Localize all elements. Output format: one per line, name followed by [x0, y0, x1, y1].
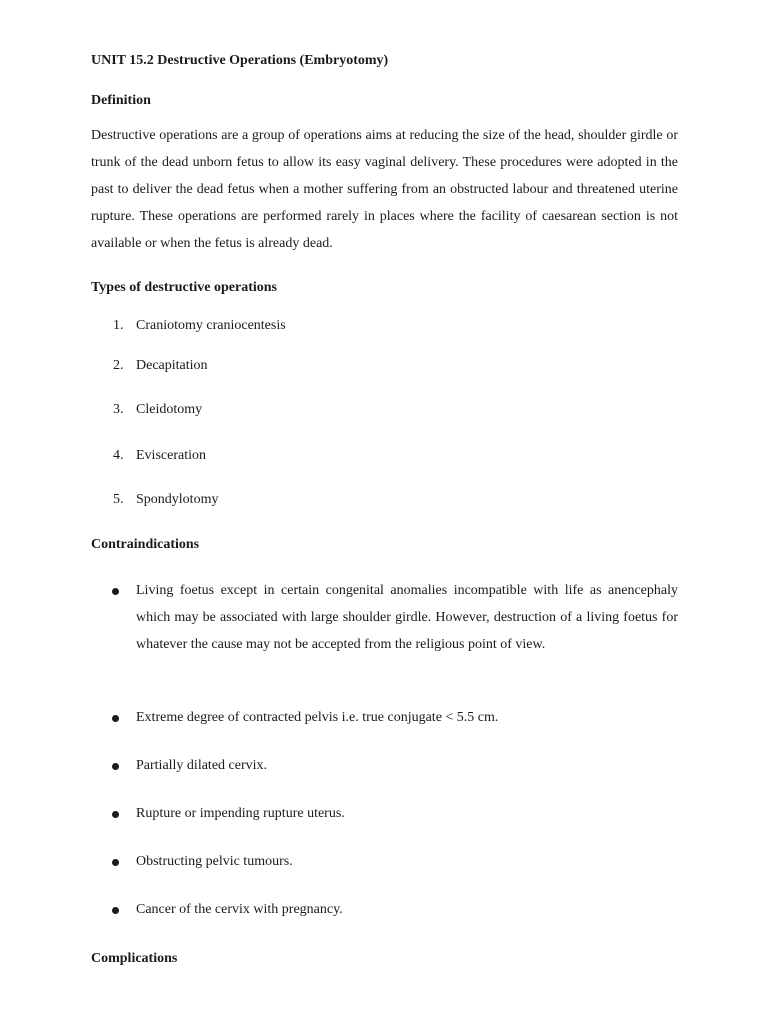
list-number: 2. — [113, 358, 124, 373]
bullet-icon — [112, 715, 119, 722]
list-item-label: Decapitation — [136, 358, 208, 373]
bullet-icon — [112, 588, 119, 595]
bullet-icon — [112, 763, 119, 770]
definition-paragraph: Destructive operations are a group of operations aims at reducing the size of the head, shoulder girdle or trunk of the dead unborn fetus to allow its easy vaginal delivery. These procedures were adopted in the past to deliver the dead fetus when a mother suffering from an obstructed labour and threatened uterine rupture. These operations are performed rarely in places where the facility of caesarean section is not available or when the fetus is already dead. — [91, 128, 678, 251]
definition-heading: Definition — [91, 93, 151, 108]
list-item-text: Partially dilated cervix. — [136, 758, 268, 773]
list-item-label: Evisceration — [136, 448, 206, 463]
list-item-label: Spondylotomy — [136, 492, 219, 507]
list-number: 5. — [113, 492, 124, 507]
list-item-text: Extreme degree of contracted pelvis i.e. true conjugate < 5.5 cm. — [136, 710, 499, 725]
list-item-text: Living foetus except in certain congenital anomalies incompatible with life as anencephaly which may be associated with large shoulder girdle. However, destruction of a living foetus for whatever the cause may not be accepted from the religious point of view. — [136, 583, 678, 652]
list-item-text: Rupture or impending rupture uterus. — [136, 806, 345, 821]
list-item-label: Craniotomy craniocentesis — [136, 318, 286, 333]
list-item-label: Cleidotomy — [136, 402, 203, 417]
list-item-text: Cancer of the cervix with pregnancy. — [136, 902, 343, 917]
list-number: 1. — [113, 318, 124, 333]
list-number: 4. — [113, 448, 124, 463]
bullet-icon — [112, 859, 119, 866]
contraindications-heading: Contraindications — [91, 537, 200, 552]
list-number: 3. — [113, 402, 124, 417]
bullet-icon — [112, 811, 119, 818]
types-heading: Types of destructive operations — [91, 280, 277, 295]
list-item-text: Obstructing pelvic tumours. — [136, 854, 293, 869]
document-title: UNIT 15.2 Destructive Operations (Embryotomy) — [91, 53, 389, 68]
bullet-icon — [112, 907, 119, 914]
complications-heading: Complications — [91, 951, 178, 966]
